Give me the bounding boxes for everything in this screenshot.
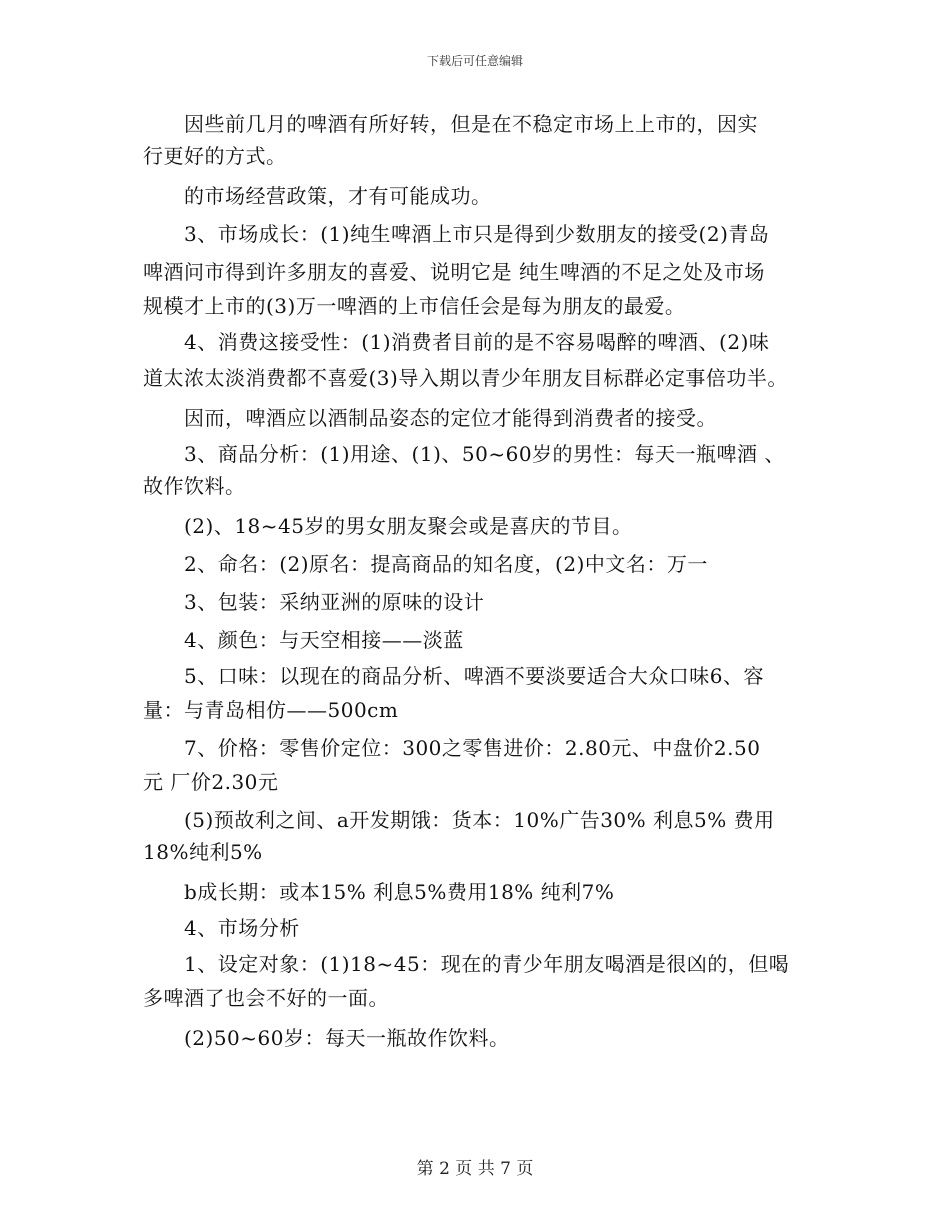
text-line: 量：与青岛相仿——500cm <box>143 698 399 722</box>
text-line: 2、命名：(2)原名：提高商品的知名度，(2)中文名：万一 <box>143 552 708 576</box>
text-line: 道太浓太淡消费都不喜爱(3)导入期以青少年朋友目标群必定事倍功半。 <box>143 366 788 390</box>
text-line: 5、口味：以现在的商品分析、啤酒不要淡要适合大众口味6、容 <box>143 664 764 688</box>
text-line: 4、消费这接受性：(1)消费者目前的是不容易喝醉的啤酒、(2)味 <box>143 330 770 354</box>
text-line: 7、价格：零售价定位：300之零售进价：2.80元、中盘价2.50 <box>143 736 761 760</box>
text-line: 3、包装：采纳亚洲的原味的设计 <box>143 590 485 614</box>
text-line: 因些前几月的啤酒有所好转，但是在不稳定市场上上市的，因实 <box>143 112 758 136</box>
page-header: 下载后可任意编辑 <box>426 54 523 68</box>
text-line: b成长期：或本15% 利息5%费用18% 纯利7% <box>143 880 615 904</box>
text-line: 多啤酒了也会不好的一面。 <box>143 986 389 1010</box>
text-line: 3、商品分析：(1)用途、(1)、50~60岁的男性：每天一瓶啤酒 、 <box>143 442 785 466</box>
text-line: 1、设定对象：(1)18~45：现在的青少年朋友喝酒是很凶的，但喝 <box>143 952 790 976</box>
text-line: 行更好的方式。 <box>143 144 287 168</box>
text-line: 故作饮料。 <box>143 474 246 498</box>
text-line: (2)50~60岁：每天一瓶故作饮料。 <box>143 1026 510 1050</box>
text-line: 4、颜色：与天空相接——淡蓝 <box>143 628 464 652</box>
text-line: 规模才上市的(3)万一啤酒的上市信任会是每为朋友的最爱。 <box>143 294 686 318</box>
text-line: 18%纯利5% <box>143 840 263 864</box>
text-line: (5)预故利之间、a开发期饿：货本：10%广告30% 利息5% 费用 <box>143 808 775 832</box>
text-line: 3、市场成长：(1)纯生啤酒上市只是得到少数朋友的接受(2)青岛 <box>143 222 770 246</box>
page-footer: 第 2 页 共 7 页 <box>416 1159 534 1179</box>
text-line: 4、市场分析 <box>143 916 300 940</box>
text-line: (2)、18~45岁的男女朋友聚会或是喜庆的节目。 <box>143 514 633 538</box>
text-line: 啤酒问市得到许多朋友的喜爱、说明它是 纯生啤酒的不足之处及市场 <box>143 260 765 284</box>
text-line: 元 厂价2.30元 <box>143 770 279 794</box>
text-line: 的市场经营政策，才有可能成功。 <box>143 184 492 208</box>
text-line: 因而，啤酒应以酒制品姿态的定位才能得到消费者的接受。 <box>143 406 717 430</box>
